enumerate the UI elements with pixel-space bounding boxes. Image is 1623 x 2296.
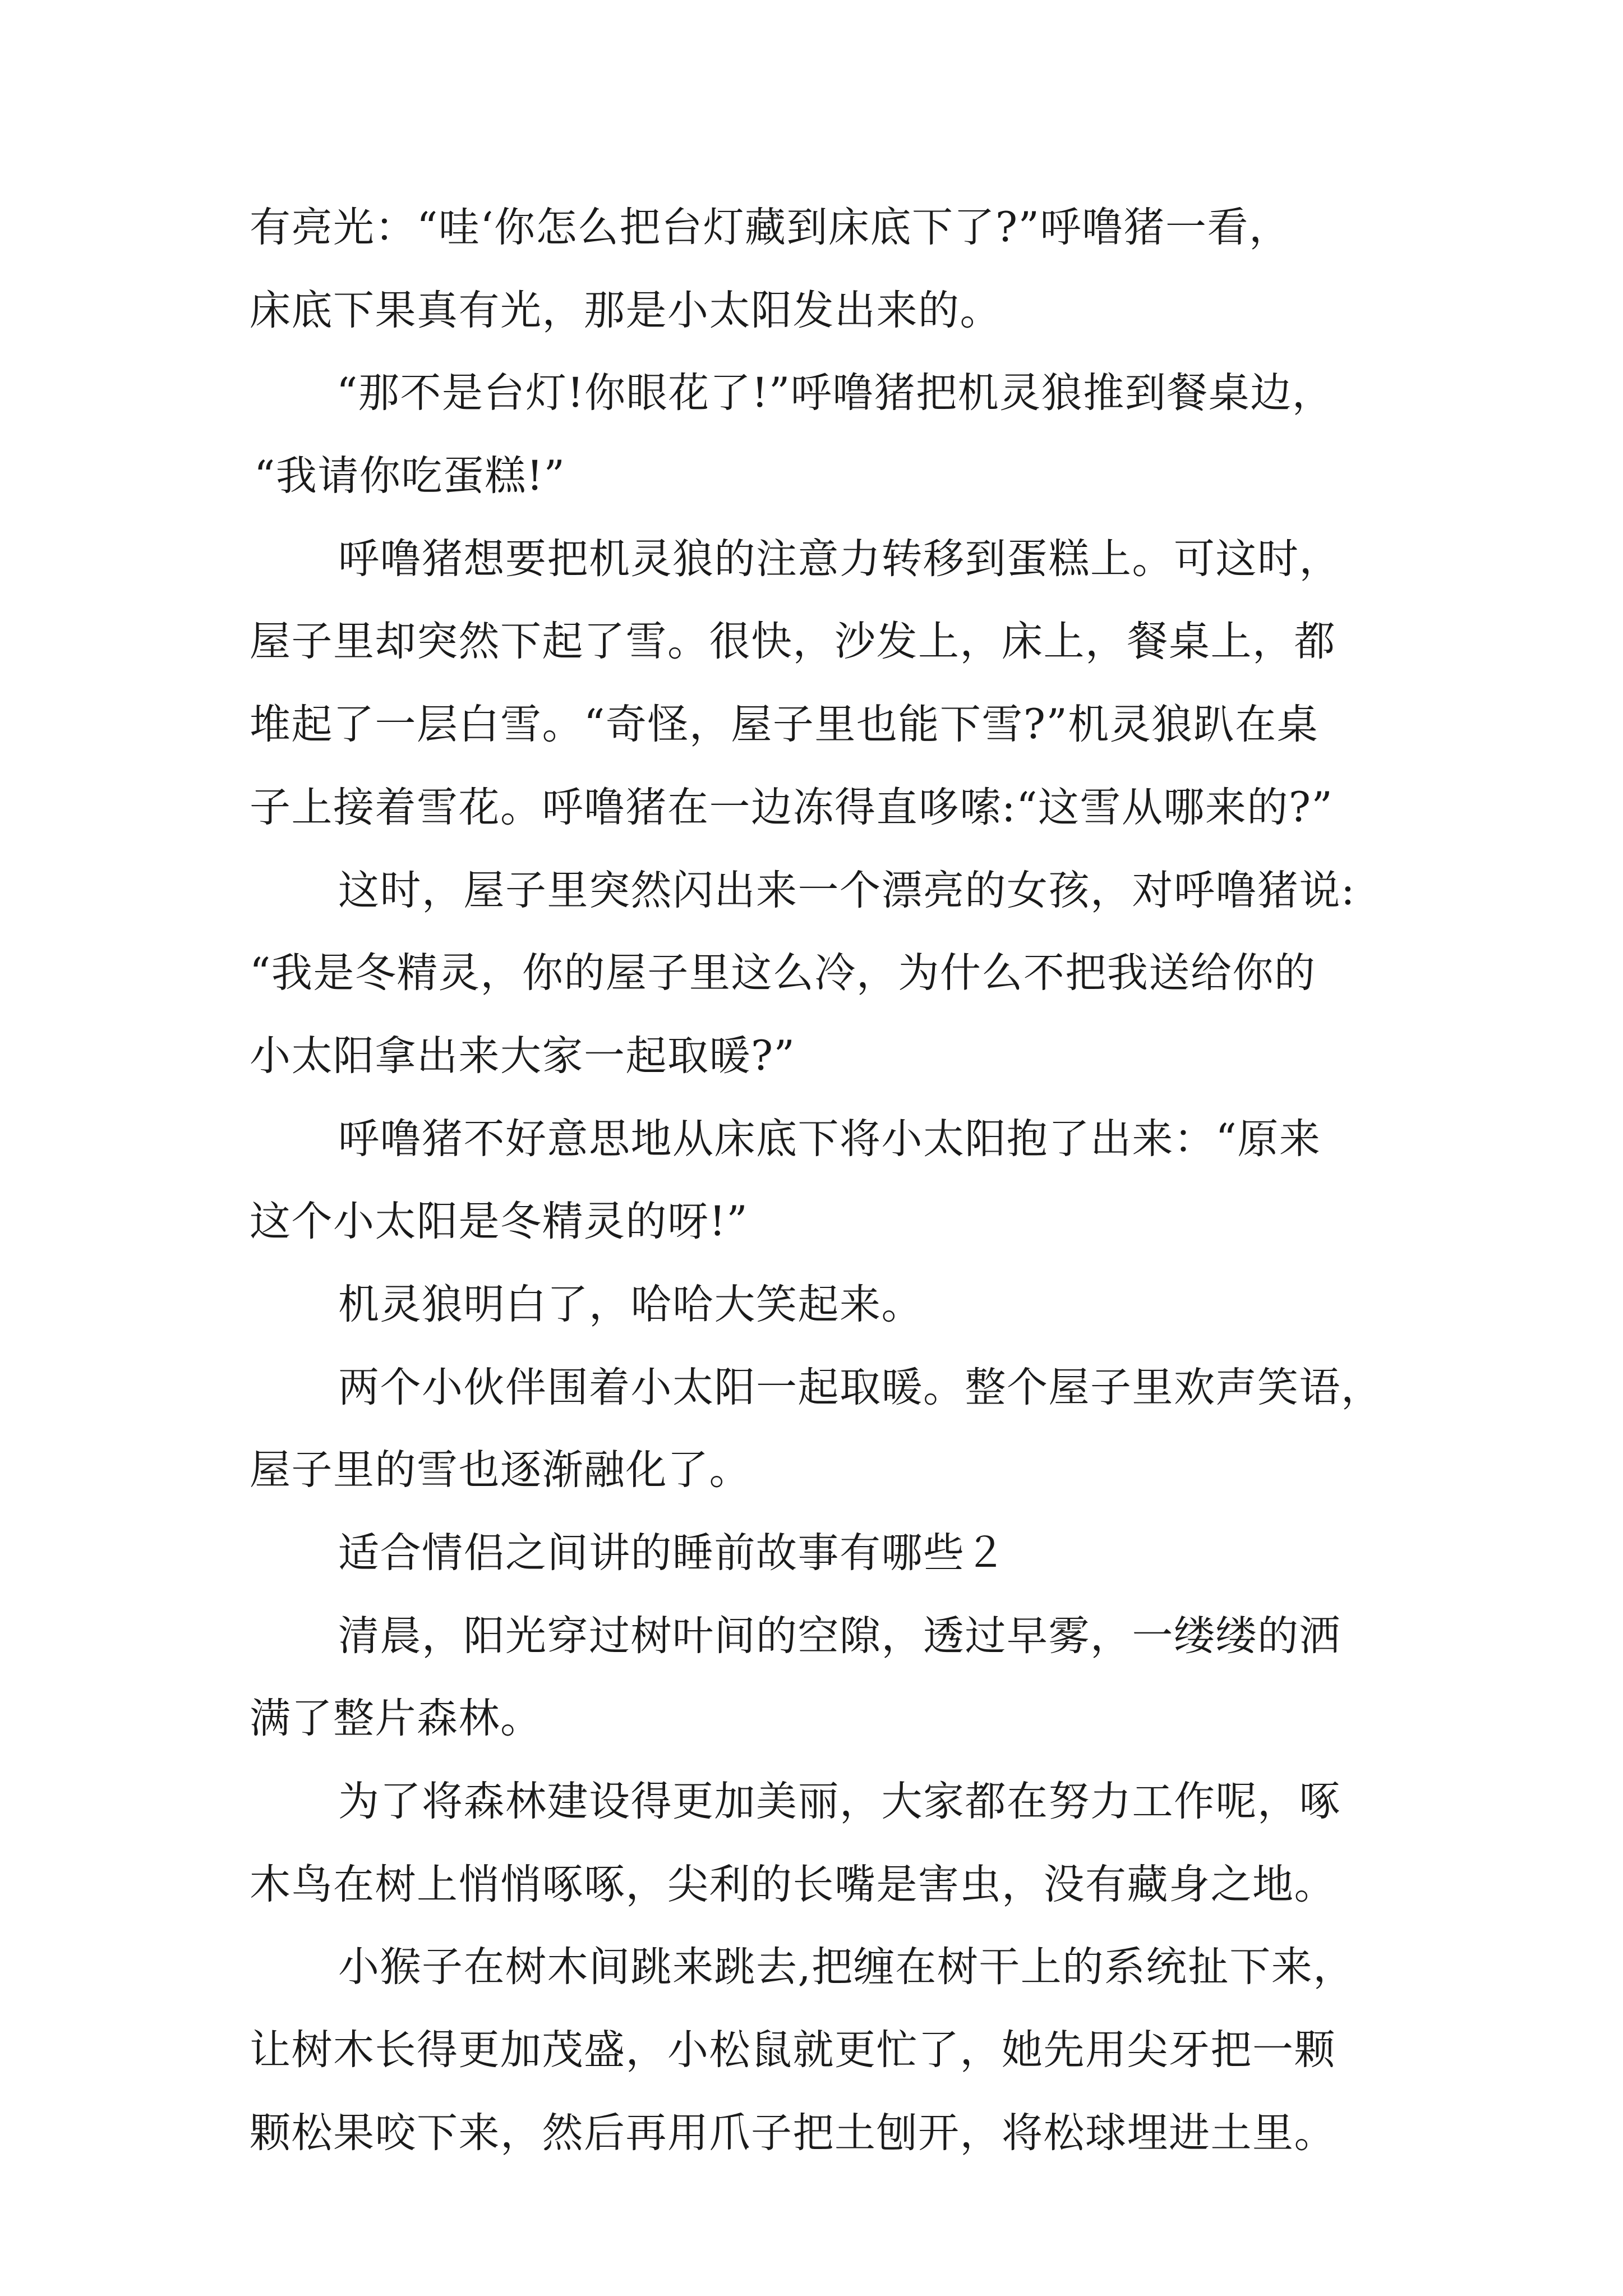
document-body bbox=[250, 186, 1438, 2175]
text-line: 床底下果真有光，那是小太阳发出来的。 bbox=[250, 286, 1002, 334]
text-line: 为了将森林建设得更加美丽，大家都在努力工作呢，啄 bbox=[338, 1778, 1341, 1826]
text-line: 让树木长得更加茂盛，小松鼠就更忙了，她先用尖牙把一颗 bbox=[250, 2026, 1336, 2074]
text-line: 木鸟在树上悄悄啄啄，尖利的长嘴是害虫，没有藏身之地。 bbox=[250, 1860, 1336, 1908]
text-line: 子上接着雪花。呼噜猪在一边冻得直哆嗦:“这雪从哪来的?” bbox=[250, 783, 1334, 831]
text-line: “那不是台灯!你眼花了!”呼噜猪把机灵狼推到餐桌边， bbox=[336, 369, 1334, 417]
text-line: 两个小伙伴围着小太阳一起取暖。整个屋子里欢声笑语， bbox=[338, 1363, 1383, 1411]
text-line: 呼噜猪不好意思地从床底下将小太阳抱了出来：“原来 bbox=[338, 1115, 1321, 1163]
text-line: 颗松果咬下来，然后再用爪子把土刨开，将松球埋进土里。 bbox=[250, 2109, 1336, 2157]
text-line: “我请你吃蛋糕!” bbox=[254, 452, 566, 500]
section-heading: 适合情侣之间讲的睡前故事有哪些２ bbox=[338, 1529, 1007, 1577]
text-line: 清晨，阳光穿过树叶间的空隙，透过早雾，一缕缕的洒 bbox=[338, 1612, 1341, 1660]
text-line: 屋子里却突然下起了雪。很快，沙发上，床上，餐桌上，都 bbox=[250, 618, 1336, 666]
text-line: 小猴子在树木间跳来跳去,把缠在树干上的系统扯下来， bbox=[338, 1943, 1355, 1991]
text-line: 呼噜猪想要把机灵狼的注意力转移到蛋糕上。可这时， bbox=[338, 535, 1341, 583]
text-line: 机灵狼明白了，哈哈大笑起来。 bbox=[338, 1280, 923, 1328]
text-line: “我是冬精灵，你的屋子里这么冷，为什么不把我送给你的 bbox=[250, 949, 1316, 997]
text-line: 有亮光：“哇‘你怎么把台灯藏到床底下了?”呼噜猪一看， bbox=[250, 204, 1291, 251]
text-line: 堆起了一层白雪。“奇怪，屋子里也能下雪?”机灵狼趴在桌 bbox=[250, 701, 1319, 749]
text-line: 这个小太阳是冬精灵的呀!” bbox=[250, 1198, 749, 1246]
text-line: 满了整片森林。 bbox=[250, 1695, 542, 1743]
text-line: 小太阳拿出来大家一起取暖?” bbox=[250, 1032, 796, 1080]
text-line: 这时，屋子里突然闪出来一个漂亮的女孩，对呼噜猪说: bbox=[338, 866, 1356, 914]
text-line: 屋子里的雪也逐渐融化了。 bbox=[250, 1446, 751, 1494]
